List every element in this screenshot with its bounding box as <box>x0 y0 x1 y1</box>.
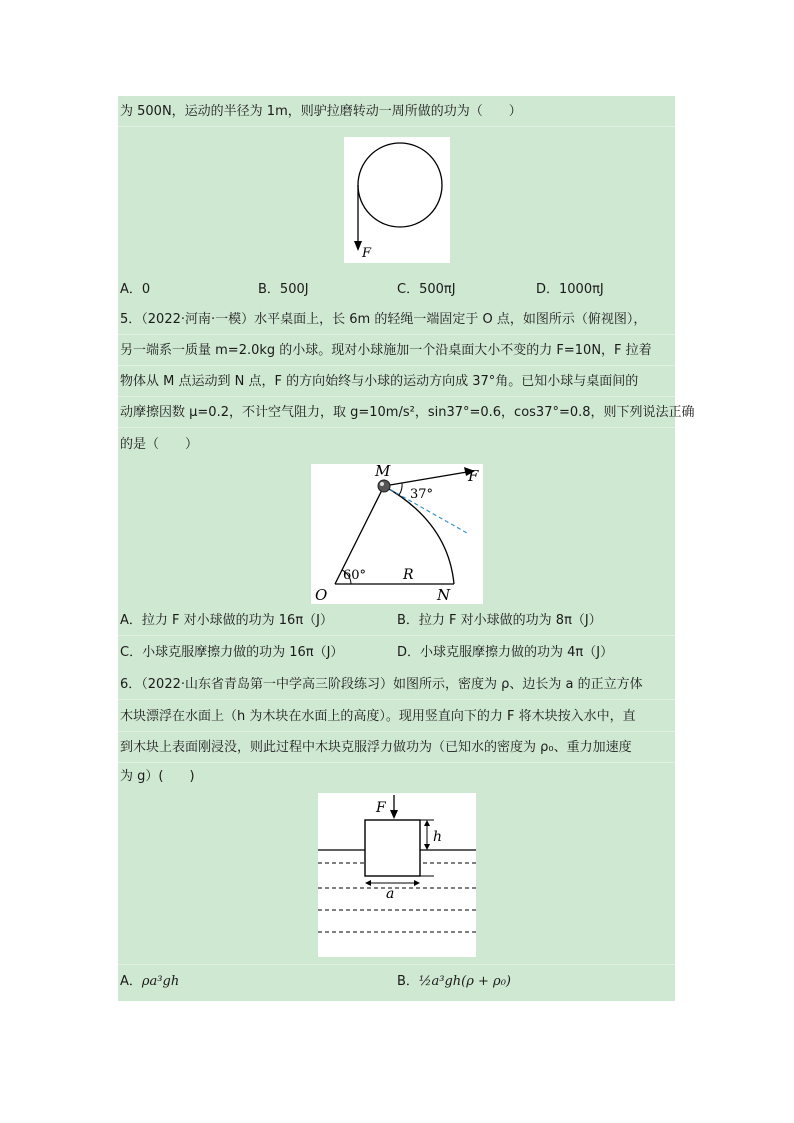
option-letter: B． <box>397 613 419 628</box>
q4-figure-circle <box>344 137 450 263</box>
q5-stem-line: 动摩擦因数 μ=0.2，不计空气阻力，取 g=10m/s²，sin37°=0.6，cos37°=0.8，则下列说法正确 <box>120 405 695 420</box>
force-arrowhead <box>354 241 362 251</box>
option-letter: A． <box>120 282 142 297</box>
option-letter: D． <box>397 645 421 660</box>
q5-option-a[interactable] <box>120 612 333 630</box>
divider <box>118 334 675 335</box>
divider <box>118 365 675 366</box>
option-letter: B． <box>397 974 419 989</box>
option-text: 0 <box>141 282 151 297</box>
q6-stem-line: 到木块上表面刚浸没，则此过程中木块克服浮力做功为（已知水的密度为 ρ₀、重力加速度 <box>120 740 632 755</box>
force-label: F <box>362 246 372 261</box>
option-text: 500J <box>279 282 309 297</box>
label-a: a <box>386 886 395 902</box>
option-text: 小球克服摩擦力做的功为 4π（J） <box>420 645 614 660</box>
option-text: 拉力 F 对小球做的功为 16π（J） <box>141 613 333 628</box>
q4-option-b[interactable] <box>258 281 309 299</box>
option-formula: ½a³gh(ρ + ρ₀) <box>418 974 511 989</box>
divider <box>118 126 675 127</box>
q5-stem-line: 另一端系一质量 m=2.0kg 的小球。现对小球施加一个沿桌面大小不变的力 F=10N，F 拉着 <box>120 343 652 358</box>
q6-figure-floating-block <box>318 793 476 957</box>
q6-stem-line: 木块漂浮在水面上（h 为木块在水面上的高度）。现用竖直向下的力 F 将木块按入水中，直 <box>120 709 636 724</box>
q5-option-b[interactable] <box>397 612 602 630</box>
h-arrow-bottom <box>424 844 430 850</box>
divider <box>118 396 675 397</box>
q5-option-d[interactable] <box>397 644 613 662</box>
label-N: N <box>437 586 451 604</box>
millstone-circle <box>358 143 442 227</box>
h-arrow-top <box>424 820 430 826</box>
q4-stem: 为 500N，运动的半径为 1m，则驴拉磨转动一周所做的功为（ ） <box>120 104 522 119</box>
option-letter: A． <box>120 613 142 628</box>
q5-stem-line: 物体从 M 点运动到 N 点，F 的方向始终与小球的运动方向成 37°角。已知小球与桌面间的 <box>120 374 639 389</box>
option-letter: B． <box>258 282 280 297</box>
a-arrow-left <box>365 880 371 886</box>
option-text: 拉力 F 对小球做的功为 8π（J） <box>418 613 602 628</box>
force-F-arrowhead <box>390 810 398 819</box>
label-O: O <box>315 586 328 604</box>
q5-stem-line: 的是（ ） <box>120 437 199 452</box>
label-F: F <box>376 800 386 816</box>
label-M: M <box>375 464 391 480</box>
angle-37-label: 37° <box>410 487 434 502</box>
option-text: 1000πJ <box>559 282 604 297</box>
label-R: R <box>403 567 414 583</box>
ball-highlight <box>380 482 384 486</box>
wood-block <box>365 820 420 876</box>
q6-option-a[interactable] <box>120 973 179 991</box>
q4-option-d[interactable] <box>536 281 604 299</box>
q5-stem-line: 5．（2022·河南·一模）水平桌面上，长 6m 的轻绳一端固定于 O 点，如图所示（俯视图）， <box>120 312 647 327</box>
option-letter: A． <box>120 974 142 989</box>
q4-option-c[interactable] <box>397 281 456 299</box>
angle-60-label: 60° <box>343 568 367 583</box>
q4-option-a[interactable] <box>120 281 150 299</box>
q6-stem-line: 为 g）( ) <box>120 769 195 784</box>
option-letter: C． <box>120 645 143 660</box>
label-F: F <box>468 467 479 485</box>
divider <box>118 427 675 428</box>
angle-37-arc <box>399 483 402 495</box>
divider <box>118 762 675 763</box>
option-formula: ρa³gh <box>141 974 180 989</box>
q6-option-b[interactable] <box>397 973 511 991</box>
a-arrow-right <box>414 880 420 886</box>
question-sheet <box>118 96 695 1001</box>
option-letter: C． <box>397 282 420 297</box>
label-h: h <box>433 829 443 845</box>
force-F-arrow <box>384 472 467 486</box>
q6-stem-line: 6．（2022·山东省青岛第一中学高三阶段练习）如图所示，密度为 ρ、边长为 a 的正立方体 <box>120 677 643 692</box>
ball <box>378 480 390 492</box>
divider <box>118 635 675 636</box>
q5-figure-rope-arc <box>311 464 483 604</box>
option-text: 500πJ <box>419 282 456 297</box>
divider <box>118 699 675 700</box>
q5-option-c[interactable] <box>120 644 343 662</box>
divider <box>118 731 675 732</box>
divider <box>118 964 675 965</box>
option-text: 小球克服摩擦力做的功为 16π（J） <box>142 645 344 660</box>
option-letter: D． <box>536 282 560 297</box>
